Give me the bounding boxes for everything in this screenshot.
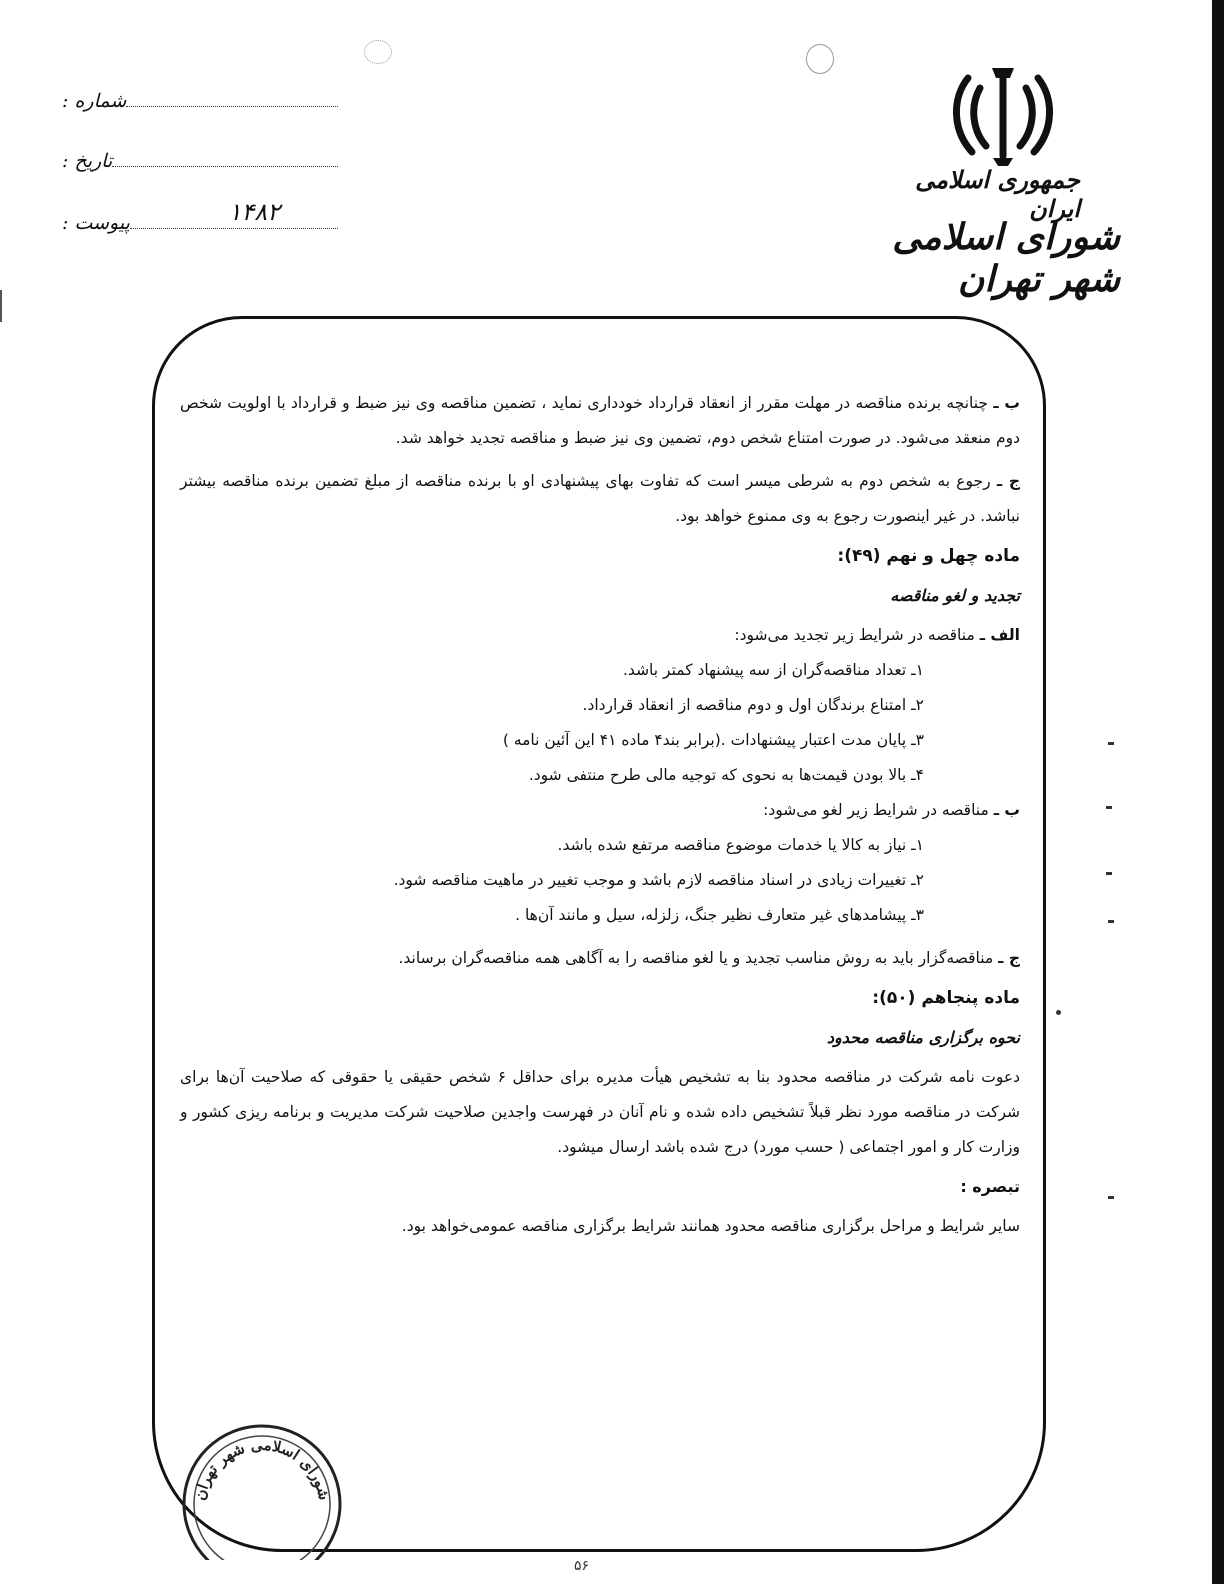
scan-artifact <box>0 290 2 322</box>
scan-edge <box>1212 0 1224 1584</box>
note-text: سایر شرایط و مراحل برگزاری مناقصه محدود همانند شرایط برگزاری مناقصه عمومی‌خواهد بود. <box>401 1217 1020 1235</box>
margin-mark <box>1108 1196 1114 1199</box>
iran-emblem-icon <box>948 58 1058 170</box>
date-field <box>58 142 338 172</box>
article-49-title: ماده چهل و نهم (۴۹): <box>837 546 1020 566</box>
country-title: جمهوری اسلامی ایران <box>915 165 1080 223</box>
ornament-mark <box>806 44 834 74</box>
article-50-subtitle: نحوه برگزاری مناقصه محدود <box>826 1028 1020 1047</box>
margin-mark <box>1108 742 1114 745</box>
ornament-mark <box>364 40 392 64</box>
clause-be <box>180 793 1020 828</box>
margin-mark <box>1056 1010 1061 1015</box>
list-item: ۲ـ تغییرات زیادی در اسناد مناقصه لازم باشد و موجب تغییر در ماهیت مناقصه شود. <box>393 871 924 889</box>
number-field <box>58 82 338 112</box>
clause-text: مناقصه در شرایط زیر لغو می‌شود: <box>763 801 989 819</box>
number-dotted-line <box>126 100 338 107</box>
clause-text: مناقصه‌گزار باید به روش مناسب تجدید و یا لغو مناقصه را به آگاهی همه مناقصه‌گران برساند. <box>398 949 994 967</box>
attachment-field <box>58 198 338 234</box>
article-50-title: ماده پنجاهم (۵۰): <box>872 988 1020 1008</box>
page-number: ۵۶ <box>574 1558 590 1574</box>
date-dotted-line <box>112 160 338 167</box>
margin-mark <box>1108 920 1114 923</box>
list-item: ۱ـ تعداد مناقصه‌گران از سه پیشنهاد کمتر باشد. <box>623 661 924 679</box>
clause-text: مناقصه در شرایط زیر تجدید می‌شود: <box>734 626 975 644</box>
list-item: ۲ـ امتناع برندگان اول و دوم مناقصه از انعقاد قرارداد. <box>582 696 924 714</box>
number-label: شماره : <box>62 90 127 112</box>
margin-mark <box>1106 806 1112 809</box>
council-title: شورای اسلامی شهر تهران <box>892 216 1120 300</box>
council-seal <box>174 1410 344 1560</box>
attachment-dotted-line <box>130 198 338 229</box>
article-50-text: دعوت نامه شرکت در مناقصه محدود بنا به تشخیص هیأت مدیره برای حداقل ۶ شخص حقیقی یا حقوقی که صلاحیت آن‌ها برای شرکت در مناقصه مورد نظر قبلاً تشخیص داده شده و نام آنان در فهرست واجدین صلاحیت شرکت مدیریت و برنامه ریزی کشور و وزارت کار و امور اجتماعی ( حسب مورد) درج شده باشد ارسال میشود. <box>180 1068 1020 1156</box>
paragraph-text: چنانچه برنده مناقصه در مهلت مقرر از انعقاد قرارداد خودداری نماید ، تضمین مناقصه وی نیز ضبط و قرارداد با اولویت شخص دوم منعقد می‌شود. در صورت امتناع شخص دوم، تضمین وی نیز ضبط و مناقصه تجدید خواهد شد. <box>180 394 1020 447</box>
clause-lead: ب ـ <box>993 801 1020 819</box>
document-body <box>180 386 1020 1244</box>
clause-lead: الف ـ <box>979 626 1020 644</box>
attachment-label: پیوست : <box>62 212 130 234</box>
clause-alef <box>180 618 1020 653</box>
attachment-value: ۱۴۸۲ <box>228 198 280 226</box>
clause-lead: ج ـ <box>998 949 1020 967</box>
paragraph-lead: ج ـ <box>996 472 1020 490</box>
paragraph-b <box>180 386 1020 456</box>
paragraph-lead: ب ـ <box>993 394 1020 412</box>
note-title: تبصره : <box>960 1177 1020 1196</box>
list-item: ۳ـ پایان مدت اعتبار پیشنهادات .(برابر بند۴ ماده ۴۱ این آئین نامه ) <box>502 731 924 749</box>
clause-jim <box>180 941 1020 976</box>
list-item: ۱ـ نیاز به کالا یا خدمات موضوع مناقصه مرتفع شده باشد. <box>557 836 924 854</box>
paragraph-text: رجوع به شخص دوم به شرطی میسر است که تفاوت بهای پیشنهادی او با برنده مناقصه از مبلغ تضمین برنده مناقصه بیشتر نباشد. در غیر اینصورت رجوع به وی ممنوع خواهد بود. <box>180 472 1020 525</box>
paragraph-c <box>180 464 1020 534</box>
seal-text: شورای اسلامی شهر تهران <box>190 1435 334 1502</box>
list-item: ۴ـ بالا بودن قیمت‌ها به نحوی که توجیه مالی طرح منتفی شود. <box>528 766 924 784</box>
article-49-subtitle: تجدید و لغو مناقصه <box>890 586 1020 605</box>
margin-mark <box>1106 872 1112 875</box>
date-label: تاریخ : <box>62 150 113 172</box>
list-item: ۳ـ پیشامدهای غیر متعارف نظیر جنگ، زلزله، سیل و مانند آن‌ها . <box>515 906 924 924</box>
